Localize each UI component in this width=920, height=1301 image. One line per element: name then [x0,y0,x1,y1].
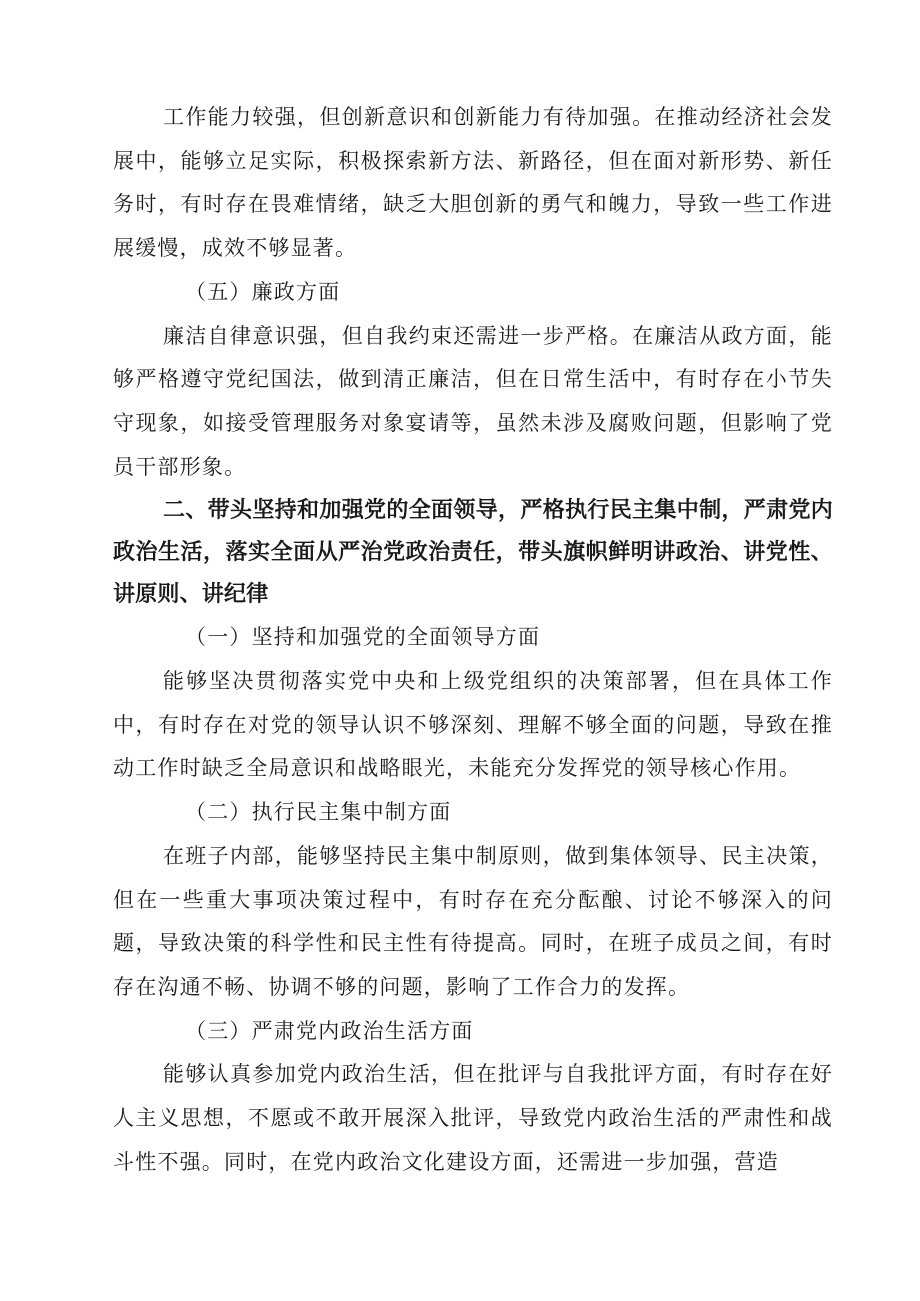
section-subheading: （二）执行民主集中制方面 [185,800,452,825]
section-subheading: （一）坚持和加强党的全面领导方面 [185,625,541,650]
section-subheading: （五）廉政方面 [185,279,341,304]
body-paragraph: 工作能力较强，但创新意识和创新能力有待加强。在推动经济社会发展中，能够立足实际，积极探索新方法、新路径，但在面对新形势、新任务时，有时存在畏难情绪，缺乏大胆创新的勇气和魄力，导致一些工作进展缓慢，成效不够显著。 [113,105,833,261]
document-body [113,96,833,1184]
body-paragraph: 能够认真参加党内政治生活，但在批评与自我批评方面，有时存在好人主义思想，不愿或不敢开展深入批评，导致党内政治生活的严肃性和战斗性不强。同时，在党内政治文化建设方面，还需进一步加强，营造 [113,1062,833,1174]
body-paragraph: 能够坚决贯彻落实党中央和上级党组织的决策部署，但在具体工作中，有时存在对党的领导认识不够深刻、理解不够全面的问题，导致在推动工作时缺乏全局意识和战略眼光，未能充分发挥党的领导核心作用。 [113,669,833,781]
body-paragraph: 在班子内部，能够坚持民主集中制原则，做到集体领导、民主决策，但在一些重大事项决策过程中，有时存在充分酝酿、讨论不够深入的问题，导致决策的科学性和民主性有待提高。同时，在班子成员之间，有时存在沟通不畅、协调不够的问题，影响了工作合力的发挥。 [113,843,833,999]
section-subheading: （三）严肃党内政治生活方面 [185,1018,474,1043]
body-paragraph: 廉洁自律意识强，但自我约束还需进一步严格。在廉洁从政方面，能够严格遵守党纪国法，做到清正廉洁，但在日常生活中，有时存在小节失守现象，如接受管理服务对象宴请等，虽然未涉及腐败问题，但影响了党员干部形象。 [113,323,833,479]
section-heading: 二、带头坚持和加强党的全面领导，严格执行民主集中制，严肃党内政治生活，落实全面从严治党政治责任，带头旗帜鲜明讲政治、讲党性、讲原则、讲纪律 [113,498,833,608]
